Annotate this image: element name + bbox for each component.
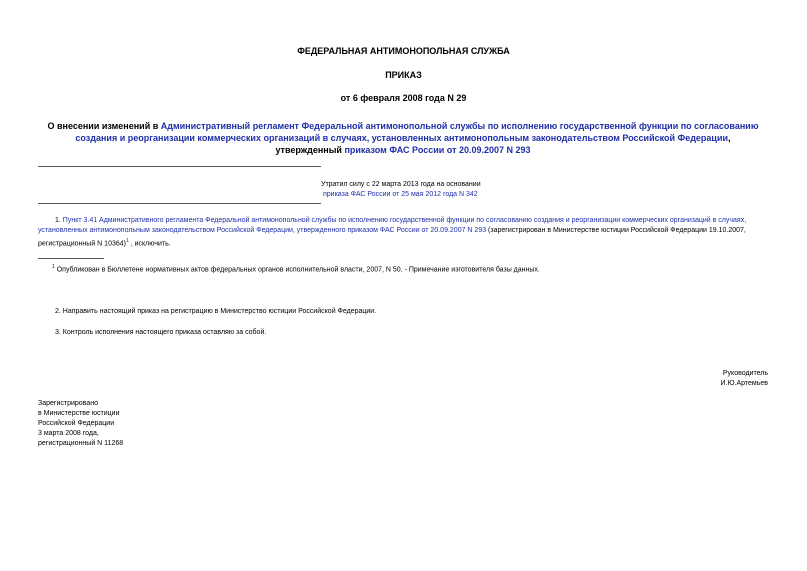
- registration-line-3: Российской Федерации: [38, 420, 115, 427]
- paragraph-1-number: 1.: [55, 217, 63, 224]
- footnote-divider: [38, 258, 104, 259]
- registration-line-2: в Министерстве юстиции: [38, 410, 120, 417]
- registration-line-4: 3 марта 2008 года,: [38, 430, 99, 437]
- clause-341-link[interactable]: Пункт 3.41 Административного регламента Федеральной антимонопольной службы по исполнению государственной функции по согласованию создания и реорганизации коммерческих организаций в случаях, установленных антимонопольным законодательством Российской Федерации, утвержденного приказом ФАС России от 20.09.2007 N 293: [38, 217, 747, 234]
- paragraph-1-rest: (зарегистрирован в Министерстве юстиции Российской Федерации 19.10.2007, регистрационный N 10364): [38, 227, 746, 248]
- document-type: ПРИКАЗ: [385, 70, 422, 80]
- status-text: Утратил силу с 22 марта 2013 года на основании: [321, 181, 481, 188]
- footnote: [52, 262, 540, 275]
- footnote-ref[interactable]: 1: [125, 238, 129, 244]
- regulation-link[interactable]: Административный регламент Федеральной антимонопольной службы по исполнению государственной функции по согласованию создания и реорганизации коммерческих организаций в случаях, установленных антимонопольным законодательством Российской Федерации: [75, 121, 759, 143]
- agency-name: ФЕДЕРАЛЬНАЯ АНТИМОНОПОЛЬНАЯ СЛУЖБА: [297, 46, 510, 56]
- title-middle: , утвержденный: [275, 133, 731, 155]
- signature-block: [721, 369, 769, 389]
- signature-name: И.Ю.Артемьев: [720, 380, 768, 387]
- divider-bottom: [38, 203, 321, 204]
- repeal-order-link[interactable]: приказа ФАС России от 25 мая 2012 года N 342: [323, 191, 478, 198]
- document-title: [45, 120, 761, 156]
- registration-block: [38, 399, 123, 449]
- title-prefix: О внесении изменений в: [47, 121, 161, 131]
- order-293-link[interactable]: приказом ФАС России от 20.09.2007 N 293: [344, 145, 531, 155]
- footnote-mark: 1: [52, 264, 55, 270]
- paragraph-1: [38, 216, 768, 249]
- paragraph-2: 2. Направить настоящий приказ на регистрацию в Министерство юстиции Российской Федерации.: [55, 308, 377, 315]
- registration-line-1: Зарегистрировано: [38, 400, 98, 407]
- registration-line-5: регистрационный N 11268: [38, 440, 124, 447]
- signature-position: Руководитель: [722, 370, 768, 377]
- status-note: [321, 180, 481, 200]
- paragraph-3: 3. Контроль исполнения настоящего приказа оставляю за собой.: [55, 329, 267, 336]
- footnote-text: Опубликован в Бюллетене нормативных актов федеральных органов исполнительной власти, 2007, N 50. - Примечание изготовителя базы данных.: [54, 266, 540, 274]
- divider-top: [38, 166, 321, 167]
- paragraph-1-tail: , исключить.: [128, 240, 171, 248]
- document-date: от 6 февраля 2008 года N 29: [340, 93, 467, 103]
